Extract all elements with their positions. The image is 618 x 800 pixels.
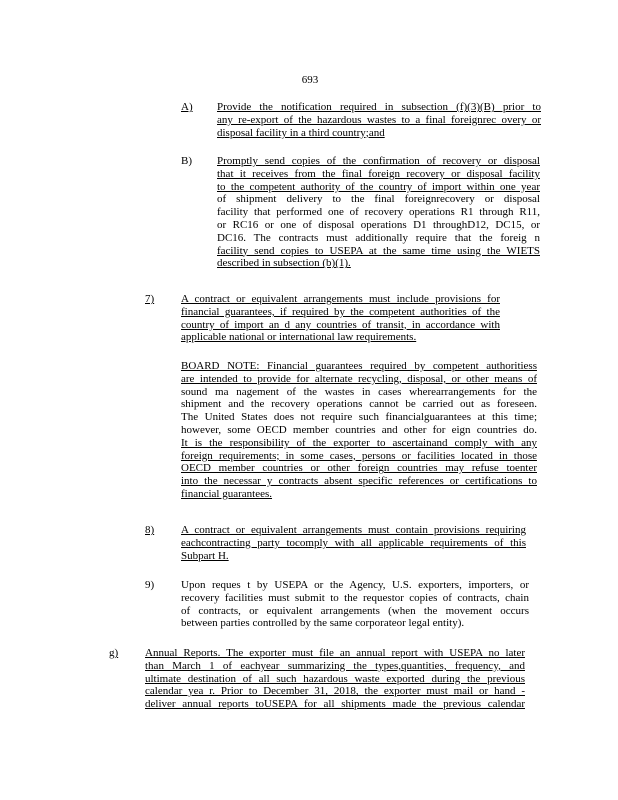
item-7-line: A contract or equivalent arrangements must include provisions for [181, 293, 500, 305]
item-7-line: applicable national or international law requirements. [181, 331, 417, 344]
item-8-line: eachcontracting party tocomply with all applicable requirements of this [181, 536, 526, 549]
page-number: 693 [301, 74, 319, 86]
board-note-line: OECD member countries or other foreign countries may refuse toenter [181, 462, 537, 475]
board-note-line: foreign requirements; in some cases, persons or facilities located in those [181, 449, 537, 462]
item-g-marker: g) [109, 647, 119, 659]
item-b-line: described in subsection (b)(1). [217, 257, 351, 270]
item-7-line: country of import an d any countries of transit, in accordance with [181, 318, 500, 331]
item-9-line: recovery facilities must submit to the requestor copies of contracts, chain [181, 591, 529, 604]
board-note-line: into the necessar y contracts absent specific references or certifications to [181, 475, 537, 488]
item-g-line: calendar yea r. Prior to December 31, 2018, the exporter must mail or hand - [145, 685, 525, 698]
board-note-line: sound ma nagement of the wastes in cases wherearrangements for the [181, 385, 537, 398]
item-g-line: ultimate destination of all such hazardous waste exported during the previous [145, 672, 525, 685]
item-7-paragraph [181, 293, 500, 344]
item-b-line: Promptly send copies of the confirmation of recovery or disposal [217, 155, 540, 167]
board-note-line: BOARD NOTE: Financial guarantees required by competent authoritiess [181, 360, 537, 372]
board-note-line: are intended to provide for alternate recycling, disposal, or other means of [181, 372, 537, 385]
item-8-line: Subpart H. [181, 549, 229, 562]
item-g-line: deliver annual reports toUSEPA for all shipments made the previous calendar [145, 698, 525, 711]
item-b-line: DC16. The contracts must additionally require that the foreig n [217, 231, 540, 244]
item-a-paragraph [217, 101, 541, 139]
item-b-line: facility that performed one of recovery operations R1 through R11, [217, 206, 540, 219]
item-9-line: of contracts, or equivalent arrangements (when the movement occurs [181, 604, 529, 617]
item-b-line: of shipment delivery to the final foreignrecovery or disposal [217, 193, 540, 206]
item-a-line: any re-export of the hazardous wastes to a final foreignrec overy or [217, 113, 541, 126]
item-b-line: to the competent authority of the country of import within one year [217, 180, 540, 193]
item-9-line: Upon reques t by USEPA or the Agency, U.S. exporters, importers, or [181, 579, 529, 591]
item-a-line: Provide the notification required in subsection (f)(3)(B) prior to [217, 101, 541, 113]
item-8-paragraph [181, 524, 526, 562]
item-g-line: than March 1 of eachyear summarizing the types,quantities, frequency, and [145, 659, 525, 672]
board-note-paragraph [181, 360, 537, 501]
item-b-line: facility send copies to USEPA at the same time using the WIETS [217, 244, 540, 257]
item-g-line: Annual Reports. The exporter must file an annual report with USEPA no later [145, 647, 525, 659]
item-b-line: or RC16 or one of disposal operations D1 throughD12, DC15, or [217, 218, 540, 231]
board-note-line: financial guarantees. [181, 487, 273, 500]
item-b-line: that it receives from the final foreign recovery or disposal facility [217, 167, 540, 180]
item-b-marker: B) [181, 155, 192, 167]
board-note-line: however, some OECD member countries and other for eign countries do. [181, 423, 537, 436]
item-8-line: A contract or equivalent arrangements must contain provisions requiring [181, 524, 526, 536]
item-9-marker: 9) [145, 579, 155, 591]
board-note-line: The United States does not require such financialguarantees at this time; [181, 411, 537, 424]
item-7-marker: 7) [145, 293, 155, 305]
item-9-line: between parties controlled by the same corporateor legal entity). [181, 617, 465, 630]
item-b-paragraph [217, 155, 540, 270]
item-7-line: financial guarantees, if required by the competent authorities of the [181, 305, 500, 318]
item-a-marker: A) [181, 101, 193, 113]
item-8-marker: 8) [145, 524, 155, 536]
item-9-paragraph [181, 579, 529, 630]
item-g-paragraph [145, 647, 525, 711]
board-note-line: shipment and the recovery operations cannot be carried out as foreseen. [181, 398, 537, 411]
board-note-line: It is the responsibility of the exporter to ascertainand comply with any [181, 436, 537, 449]
item-a-line: disposal facility in a third country;and [217, 126, 385, 139]
